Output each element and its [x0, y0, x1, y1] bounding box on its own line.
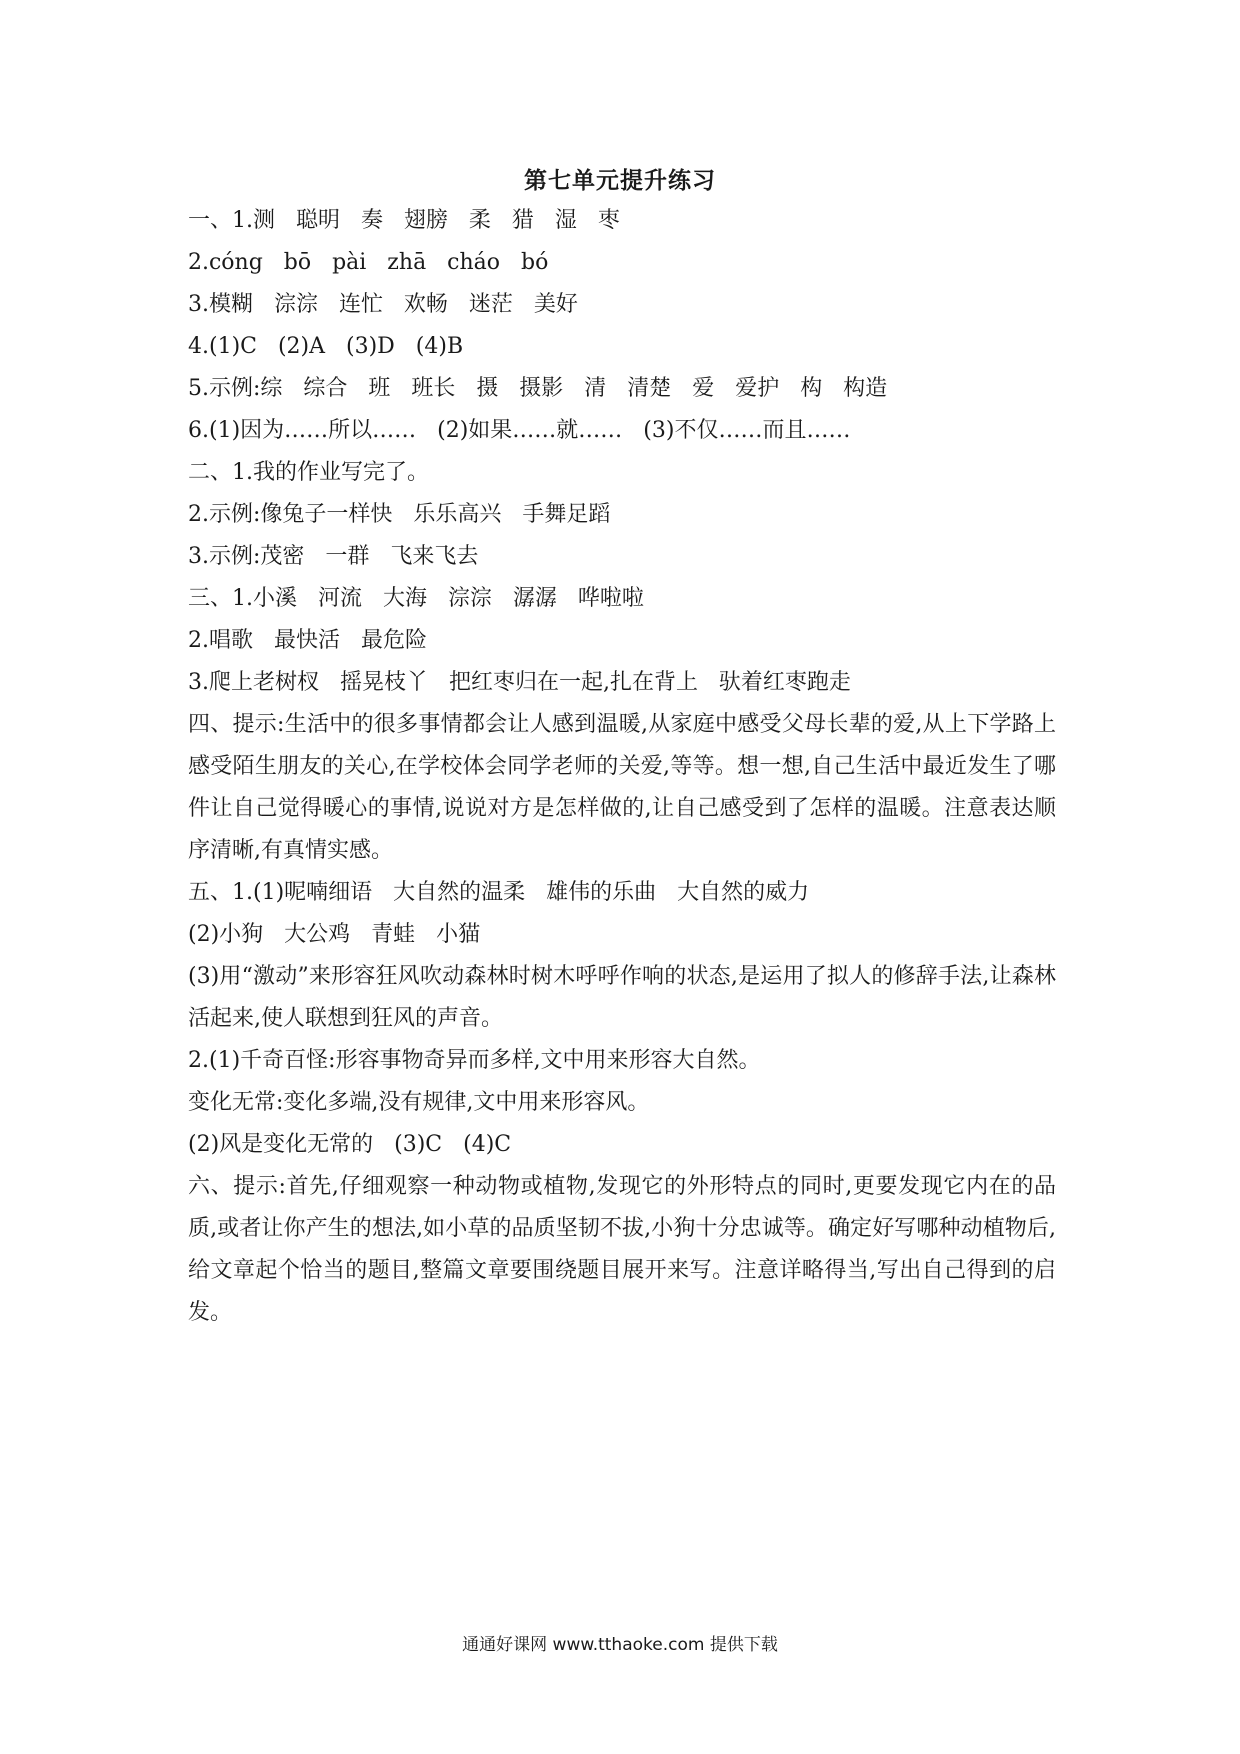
answer-line: 变化无常:变化多端,没有规律,文中用来形容风。: [188, 1090, 650, 1115]
answer-content: [188, 200, 1056, 1334]
answer-line: 5.示例:综 综合 班 班长 摄 摄影 清 清楚 爱 爱护 构 构造: [188, 376, 888, 401]
answer-line: 2.cóng bō pài zhā cháo bó: [188, 250, 549, 275]
answer-line: 2.(1)千奇百怪:形容事物奇异而多样,文中用来形容大自然。: [188, 1048, 761, 1073]
answer-line: (2)小狗 大公鸡 青蛙 小猫: [188, 922, 481, 947]
answer-line: 三、1.小溪 河流 大海 淙淙 潺潺 哗啦啦: [188, 586, 644, 611]
answer-line: 3.爬上老树杈 摇晃枝丫 把红枣归在一起,扎在背上 驮着红枣跑走: [188, 670, 851, 695]
answer-line: 3.示例:茂密 一群 飞来飞去: [188, 544, 479, 569]
answer-line: 2.唱歌 最快活 最危险: [188, 628, 427, 653]
answer-line: 3.模糊 淙淙 连忙 欢畅 迷茫 美好: [188, 292, 578, 317]
answer-line: 4.(1)C (2)A (3)D (4)B: [188, 334, 464, 359]
answer-line: 2.示例:像兔子一样快 乐乐高兴 手舞足蹈: [188, 502, 611, 527]
answer-line: 6.(1)因为……所以…… (2)如果……就…… (3)不仅……而且……: [188, 418, 851, 443]
answer-paragraph-5-3: (3)用“激动”来形容狂风吹动森林时树木呼呼作响的状态,是运用了拟人的修辞手法,让森林活起来,使人联想到狂风的声音。: [188, 964, 1056, 1031]
answer-line: (2)风是变化无常的 (3)C (4)C: [188, 1132, 512, 1157]
answer-paragraph-6: 六、提示:首先,仔细观察一种动物或植物,发现它的外形特点的同时,更要发现它内在的品质,或者让你产生的想法,如小草的品质坚韧不拔,小狗十分忠诚等。确定好写哪种动植物后,给文章起个恰当的题目,整篇文章要围绕题目展开来写。注意详略得当,写出自己得到的启发。: [188, 1174, 1056, 1325]
answer-paragraph-4: 四、提示:生活中的很多事情都会让人感到温暖,从家庭中感受父母长辈的爱,从上下学路上感受陌生朋友的关心,在学校体会同学老师的关爱,等等。想一想,自己生活中最近发生了哪件让自己觉得暖心的事情,说说对方是怎样做的,让自己感受到了怎样的温暖。注意表达顺序清晰,有真情实感。: [188, 712, 1056, 863]
answer-line: 二、1.我的作业写完了。: [188, 460, 429, 485]
page-title: 第七单元提升练习: [524, 168, 716, 194]
footer-source: 通通好课网 www.tthaoke.com 提供下载: [462, 1635, 778, 1655]
answer-line: 五、1.(1)呢喃细语 大自然的温柔 雄伟的乐曲 大自然的威力: [188, 880, 810, 905]
answer-line: 一、1.测 聪明 奏 翅膀 柔 猎 湿 枣: [188, 208, 620, 233]
